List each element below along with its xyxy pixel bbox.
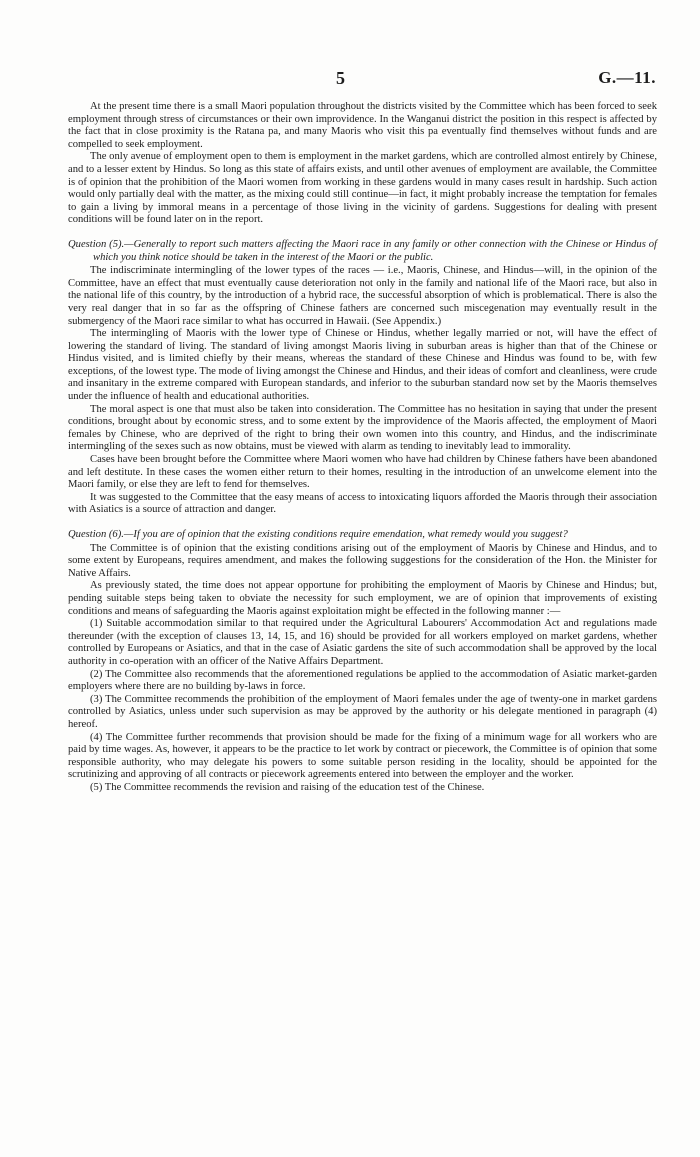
page-number: 5 xyxy=(336,68,345,88)
recommendation-item: (1) Suitable accommodation similar to that required under the Agricultural Labourers' Accommodation Act and regulations made thereunder (with the exception of clauses 13, 14, 15, and 16) should be provided for all workers employed on market gardens, whether controlled by Europeans or Asiatics, and that in the case of Asiatic gardens the site of such accommodation shall be approved by the local authority in co-operation with an officer of the Native Affairs Department. xyxy=(68,618,657,667)
paragraph: The indiscriminate intermingling of the lower types of the races — i.e., Maoris, Chinese, and Hindus—will, in the opinion of the Committee, have an effect that must eventually cause deterioration not only in the family and national life of the Maori race, but also in the national life of this country, by the introduction of a hybrid race, the successful absorption of which is problematical. There is also the very real danger that in so far as the offspring of Chinese fathers are concerned such miscegenation may eventually result in the submergency of the Maori race similar to what has occurred in Hawaii. (See Appendix.) xyxy=(68,265,657,327)
paragraph: The Committee is of opinion that the existing conditions arising out of the employment of Maoris by Chinese and Hindus, and to some extent by Europeans, requires amendment, and makes the following suggestions for the consideration of the Hon. the Minister for Native Affairs. xyxy=(68,542,657,579)
question-5-heading: Question (5).—Generally to report such matters affecting the Maori race in any family or other connection with the Chinese or Hindus of which you think notice should be taken in the interest of the Maori or the public. xyxy=(68,238,657,263)
paragraph: It was suggested to the Committee that the easy means of access to intoxicating liquors afforded the Maoris through their association with Asiatics is a source of attraction and danger. xyxy=(68,491,657,516)
recommendation-item: (2) The Committee also recommends that the aforementioned regulations be applied to the accommodation of Asiatic market-garden employers where there are no building by-laws in force. xyxy=(68,668,657,693)
document-reference: G.—11. xyxy=(598,68,656,87)
paragraph: Cases have been brought before the Committee where Maori women who have had children by Chinese fathers have been abandoned and left destitute. In these cases the women either return to their homes, resulting in the introduction of an unwelcome element into the Maori family, or else they are left to fend for themselves. xyxy=(68,454,657,491)
paragraph: As previously stated, the time does not appear opportune for prohibiting the employment of Maoris by Chinese and Hindus; but, pending suitable steps being taken to obviate the necessity for such employment, we are of opinion that improvements of existing conditions and means of safeguarding the Maoris against exploitation might be effected in the following manner :— xyxy=(68,580,657,617)
paragraph: The only avenue of employment open to them is employment in the market gardens, which are controlled almost entirely by Chinese, and to a lesser extent by Hindus. So long as this state of affairs exists, and until other avenues of employment are available, the Committee is of opinion that the prohibition of the Maori women from working in these gardens would in many cases result in hardship. Such action would only partially deal with the matter, as the mixing could still continue—in fact, it might probably increase the temptation for females to gain a living by immoral means in a percentage of those living in the vicinity of gardens. Suggestions for dealing with present conditions will be found later on in the report. xyxy=(68,151,657,226)
paragraph: At the present time there is a small Maori population throughout the districts visited by the Committee which has been forced to seek employment through stress of circumstances or their own improvidence. In the Wanganui district the position in this respect is affected by the fact that in close proximity is the Ratana pa, and many Maoris who visit this pa eventually find themselves without funds and are compelled to seek employment. xyxy=(68,101,657,150)
report-body xyxy=(68,101,657,794)
question-6-heading: Question (6).—If you are of opinion that the existing conditions require emendation, what remedy would you suggest? xyxy=(68,529,568,540)
paragraph: The intermingling of Maoris with the lower type of Chinese or Hindus, whether legally married or not, will have the effect of lowering the standard of living. The standard of living amongst Maoris living in suburban areas is higher than that of the Chinese or Hindus visited, and is limited chiefly by their means, whereas the standard of these Chinese and Hindus was found to be, with few exceptions, of the lowest type. The mode of living amongst the Chinese and Hindus, and their ideas of comfort and cleanliness, were crude and insanitary in the extreme compared with European standards, and inferior to the suburban standard now set by the Maoris themselves under the influence of health and educational authorities. xyxy=(68,328,657,403)
page-header xyxy=(0,68,700,92)
recommendation-item: (5) The Committee recommends the revision and raising of the education test of the Chinese. xyxy=(90,781,485,793)
paragraph: The moral aspect is one that must also be taken into consideration. The Committee has no hesitation in saying that under the present conditions, brought about by economic stress, and to some extent by the improvidence of the Maoris affected, the employment of Maori females by Chinese, who are deprived of the right to bring their own women into this country, and Hindus, and the indiscriminate intermingling of the sexes such as now obtains, must be viewed with alarm as tending to inevitably lead to immorality. xyxy=(68,403,657,453)
recommendation-item: (4) The Committee further recommends that provision should be made for the fixing of a minimum wage for all workers who are paid by time wages. As, however, it appears to be the practice to let work by contract or piecework, the Committee is of opinion that some responsible authority, who may delegate his powers to some suitable person residing in the locality, should be appointed for the scrutinizing and approving of all contracts or piecework agreements entered into between the employer and the worker. xyxy=(68,731,657,781)
recommendation-item: (3) The Committee recommends the prohibition of the employment of Maori females under the age of twenty-one in market gardens controlled by Asiatics, unless under such supervision as may be approved by the authority or his delegate mentioned in paragraph (4) hereof. xyxy=(68,693,657,730)
